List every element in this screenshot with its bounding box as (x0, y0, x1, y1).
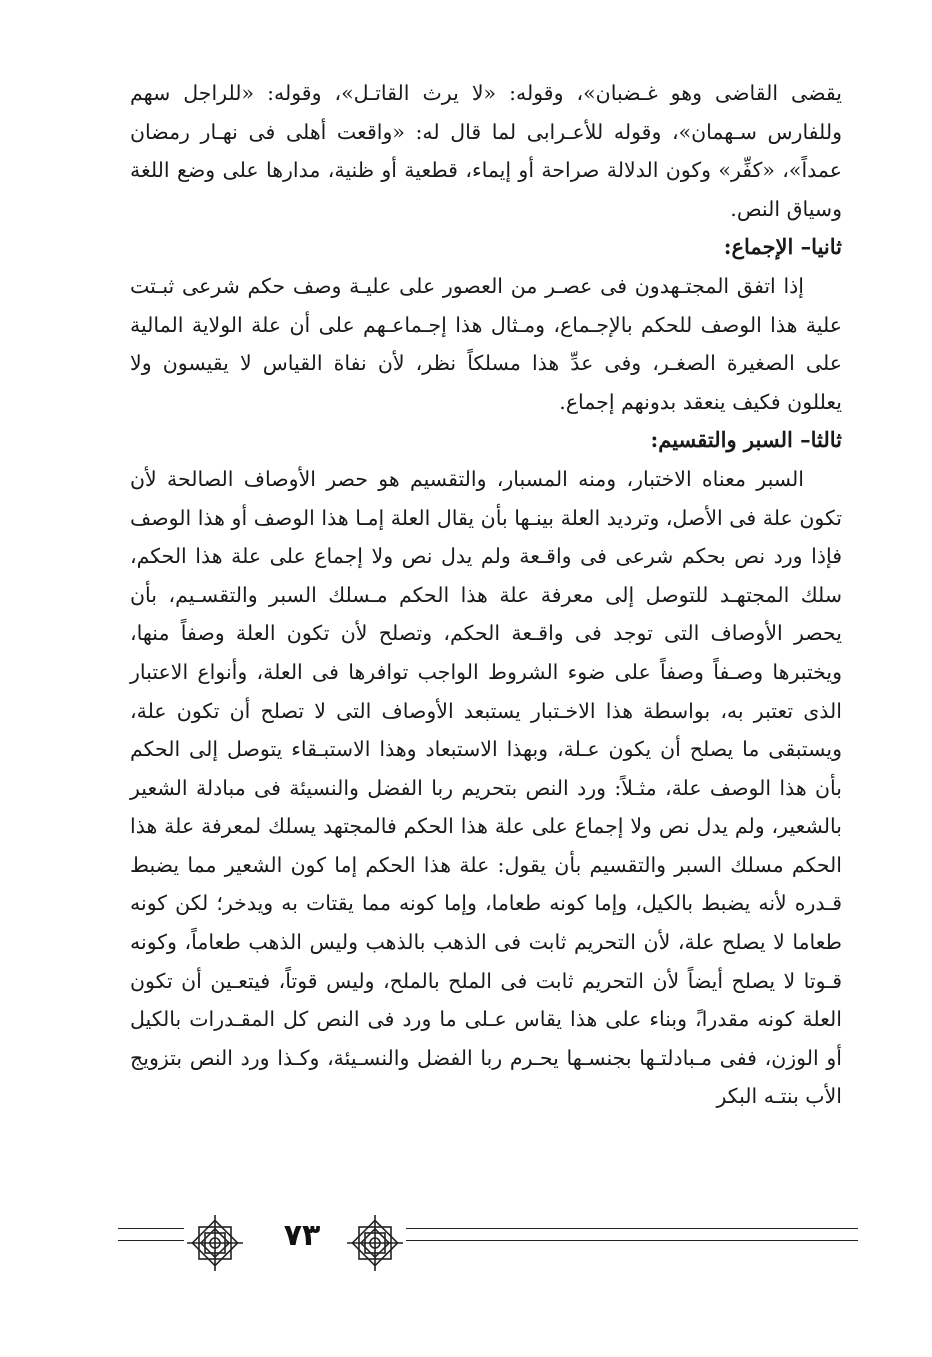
footer-rule-right-top (406, 1228, 858, 1229)
body-paragraph: يقضى القاضى وهو غـضبان»، وقوله: «لا يرث القاتـل»، وقوله: «للراجل سهم وللفارس سـهمان»، وقوله للأعـرابى لما قال له: «واقعت أهلى فى نهـار رمضان عمداً»، «كفِّر» وكون الدلالة صراحة أو إيماء، قطعية أو ظنية، مدارها على وضع اللغة وسياق النص. (130, 81, 842, 221)
section-heading: ثانيا– الإجماع: (723, 234, 842, 260)
body-paragraph: السبر معناه الاختبار، ومنه المسبار، والتقسيم هو حصر الأوصاف الصالحة لأن تكون علة فى الأصل، وترديد العلة بينـها بأن يقال العلة إمـا هذا الوصف أو هذا الوصف فإذا ورد نص بحكم شرعى فى واقـعة ولم يدل نص ولا إجماع على علة هذا الحكم، سلك المجتهـد للتوصل إلى معرفة علة هذا الحكم مـسلك السبر والتقسـيم، بأن يحصر الأوصاف التى توجد فى واقـعة الحكم، وتصلح لأن تكون العلة وصفاً منها، ويختبرها وصـفاً وصفاً على ضوء الشروط الواجب توافرها فى العلة، وأنواع الاعتبار الذى تعتبر به، بواسطة هذا الاخـتبار يستبعد الأوصاف التى لا تصلح أن تكون علة، ويستبقى ما يصلح أن يكون عـلة، وبهذا الاستبعاد وهذا الاستبـقاء يتوصل إلى الحكم بأن هذا الوصف علة، مثـلاً: ورد النص بتحريم ربا الفضل والنسيئة فى مبادلة الشعير بالشعير، ولم يدل نص ولا إجماع على علة هذا الحكم فالمجتهد يسلك لمعرفة علة هذا الحكم مسلك السبر والتقسيم بأن يقول: علة هذا الحكم إما كون الشعير مما يضبط قـدره لأنه يضبط بالكيل، وإما كونه طعاما، وإما كونه مما يقتات به ويدخر؛ لكن كونه طعاما لا يصلح علة، لأن التحريم ثابت فى الذهب بالذهب وليس الذهب طعاماً، وكونه قـوتا لا يصلح أيضاً لأن التحريم ثابت فى الملح بالملح، وليس قوتاً، فيتعـين أن تكون العلة كونه مقدرا،ً وبناء على هذا يقاس عـلى ما ورد فى النص كل المقـدرات بالكيل أو الوزن، ففى مـبادلتـها بجنسـها يحـرم ربا الفضل والنسـيئة، وكـذا ورد النص بتزويج الأب بنتـه البكر (130, 466, 842, 1109)
star-ornament-icon (345, 1213, 405, 1273)
star-ornament-icon (185, 1213, 245, 1273)
footer-rule-left-bottom (118, 1240, 184, 1241)
footer-rule-right-bottom (406, 1240, 858, 1241)
section-heading: ثالثا– السبر والتقسيم: (650, 427, 842, 453)
body-paragraph: إذا اتفق المجتـهدون فى عصـر من العصور على عليـة وصف حكم شرعى ثبـتت علية هذا الوصف للحكم بالإجـماع، ومـثال هذا إجـماعـهم على أن علة الولاية المالية على الصغيرة الصغـر، وفى عدِّ هذا مسلكاً نظر، لأن نفاة القياس لا يقيسون ولا يعللون فكيف ينعقد بدونهم إجماع. (130, 273, 842, 414)
page-footer (0, 1208, 932, 1278)
footer-rule-left-top (118, 1228, 184, 1229)
page-body (130, 74, 842, 1116)
page-number: ٧٣ (283, 1218, 321, 1253)
